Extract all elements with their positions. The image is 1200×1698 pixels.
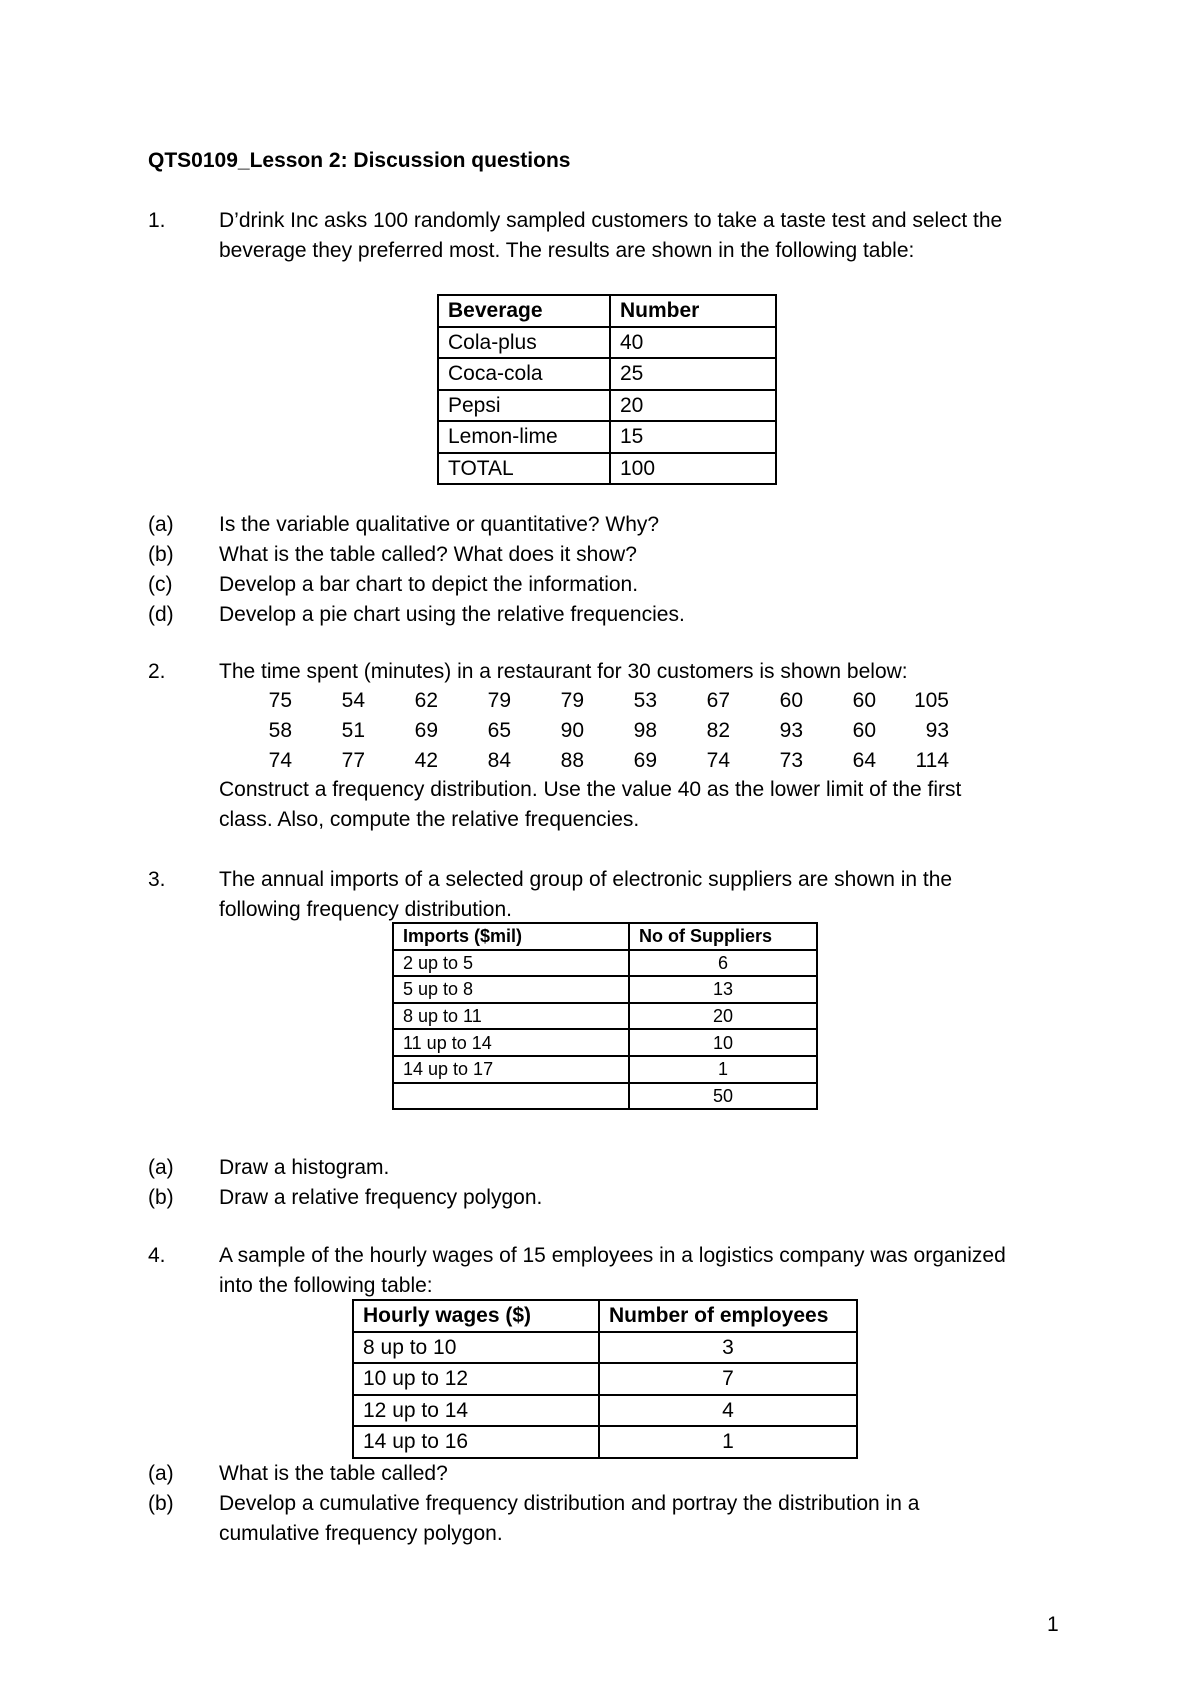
table-row xyxy=(353,1426,857,1458)
q4-sub-b-continuation: cumulative frequency polygon. xyxy=(219,1522,503,1545)
sub-label: (d) xyxy=(148,603,174,626)
data-row xyxy=(219,686,999,716)
data-value: 42 xyxy=(414,749,438,772)
table-cell: 1 xyxy=(599,1426,857,1458)
sub-text: What is the table called? xyxy=(219,1462,448,1485)
table-cell: 10 up to 12 xyxy=(353,1363,599,1395)
sub-label: (a) xyxy=(148,513,174,536)
data-value: 73 xyxy=(779,749,803,772)
table-cell: 2 up to 5 xyxy=(393,950,629,977)
data-value: 60 xyxy=(852,689,876,712)
data-value: 84 xyxy=(487,749,511,772)
table-cell: 15 xyxy=(610,421,776,453)
page-number: 1 xyxy=(1047,1613,1059,1636)
q3-line-1: The annual imports of a selected group of electronic suppliers are shown in the xyxy=(219,868,953,891)
wages-table xyxy=(352,1299,858,1459)
data-value: 62 xyxy=(414,689,438,712)
table-cell: 10 xyxy=(629,1029,817,1056)
table-cell: 14 up to 17 xyxy=(393,1056,629,1083)
sub-text: Draw a histogram. xyxy=(219,1156,390,1179)
table-cell: 11 up to 14 xyxy=(393,1029,629,1056)
table-cell: 8 up to 11 xyxy=(393,1003,629,1030)
table-cell: 12 up to 14 xyxy=(353,1395,599,1427)
table-cell: 5 up to 8 xyxy=(393,976,629,1003)
q1-number: 1. xyxy=(148,209,166,232)
data-value: 64 xyxy=(852,749,876,772)
data-value: 105 xyxy=(913,689,949,712)
q4-sub-b xyxy=(148,1489,1063,1519)
table-cell: 100 xyxy=(610,453,776,485)
data-value: 53 xyxy=(633,689,657,712)
table-row xyxy=(393,976,817,1003)
q1-sub-c xyxy=(148,570,1063,600)
q1-sub-a xyxy=(148,510,1063,540)
data-value: 67 xyxy=(706,689,730,712)
sub-label: (a) xyxy=(148,1462,174,1485)
q3-line-2: following frequency distribution. xyxy=(219,898,512,921)
q2-number: 2. xyxy=(148,660,166,683)
table-cell: 25 xyxy=(610,358,776,390)
table-cell: 8 up to 10 xyxy=(353,1332,599,1364)
table-row xyxy=(353,1363,857,1395)
beverage-table xyxy=(437,294,777,485)
q3-sub-b xyxy=(148,1183,1063,1213)
data-value: 58 xyxy=(268,719,292,742)
table-header-row xyxy=(353,1300,857,1332)
data-value: 74 xyxy=(706,749,730,772)
data-value: 98 xyxy=(633,719,657,742)
table-cell: 13 xyxy=(629,976,817,1003)
table-header: Beverage xyxy=(438,295,610,327)
table-header-row xyxy=(438,295,776,327)
data-value: 65 xyxy=(487,719,511,742)
q2-line-1: The time spent (minutes) in a restaurant for 30 customers is shown below: xyxy=(219,660,908,683)
data-value: 60 xyxy=(852,719,876,742)
table-cell: Pepsi xyxy=(438,390,610,422)
sub-text: Draw a relative frequency polygon. xyxy=(219,1186,543,1209)
data-value: 77 xyxy=(341,749,365,772)
table-cell: 7 xyxy=(599,1363,857,1395)
q4-sub-a xyxy=(148,1459,1063,1489)
data-value: 90 xyxy=(560,719,584,742)
table-row xyxy=(393,1083,817,1110)
q1-line-1: D’drink Inc asks 100 randomly sampled customers to take a taste test and select the xyxy=(219,209,1003,232)
sub-text: Develop a pie chart using the relative frequencies. xyxy=(219,603,685,626)
data-value: 69 xyxy=(633,749,657,772)
table-cell: 20 xyxy=(629,1003,817,1030)
page-title: QTS0109_Lesson 2: Discussion questions xyxy=(148,149,571,172)
table-cell: 20 xyxy=(610,390,776,422)
table-header: Number xyxy=(610,295,776,327)
table-row xyxy=(438,358,776,390)
table-row xyxy=(438,327,776,359)
data-value: 51 xyxy=(341,719,365,742)
table-row xyxy=(438,390,776,422)
table-cell: 1 xyxy=(629,1056,817,1083)
data-value: 93 xyxy=(925,719,949,742)
data-value: 82 xyxy=(706,719,730,742)
table-cell: 50 xyxy=(629,1083,817,1110)
table-cell: Coca-cola xyxy=(438,358,610,390)
table-cell: 14 up to 16 xyxy=(353,1426,599,1458)
table-row xyxy=(438,453,776,485)
sub-label: (b) xyxy=(148,1492,174,1515)
data-value: 114 xyxy=(915,749,949,772)
data-value: 60 xyxy=(779,689,803,712)
data-value: 93 xyxy=(779,719,803,742)
data-value: 74 xyxy=(268,749,292,772)
table-header: Hourly wages ($) xyxy=(353,1300,599,1332)
data-value: 88 xyxy=(560,749,584,772)
data-value: 75 xyxy=(268,689,292,712)
q2-line-2: Construct a frequency distribution. Use the value 40 as the lower limit of the first xyxy=(219,778,962,801)
data-value: 79 xyxy=(487,689,511,712)
table-cell: 4 xyxy=(599,1395,857,1427)
table-row xyxy=(393,1056,817,1083)
table-row xyxy=(353,1395,857,1427)
data-value: 69 xyxy=(414,719,438,742)
table-header: No of Suppliers xyxy=(629,923,817,950)
table-row xyxy=(393,950,817,977)
q1-line-2: beverage they preferred most. The results are shown in the following table: xyxy=(219,239,915,262)
sub-text: What is the table called? What does it show? xyxy=(219,543,637,566)
q2-line-3: class. Also, compute the relative frequencies. xyxy=(219,808,640,831)
q4-line-2: into the following table: xyxy=(219,1274,433,1297)
q1-sub-b xyxy=(148,540,1063,570)
q3-number: 3. xyxy=(148,868,166,891)
time-data-grid xyxy=(219,686,999,776)
table-header: Number of employees xyxy=(599,1300,857,1332)
q4-line-1: A sample of the hourly wages of 15 employees in a logistics company was organized xyxy=(219,1244,1006,1267)
imports-table xyxy=(392,922,818,1110)
table-cell xyxy=(393,1083,629,1110)
sub-label: (a) xyxy=(148,1156,174,1179)
q3-sub-a xyxy=(148,1153,1063,1183)
sub-text: Develop a bar chart to depict the information. xyxy=(219,573,639,596)
table-header-row xyxy=(393,923,817,950)
q1-sub-d xyxy=(148,600,1063,630)
table-cell: 3 xyxy=(599,1332,857,1364)
q4-number: 4. xyxy=(148,1244,166,1267)
table-cell: 40 xyxy=(610,327,776,359)
table-cell: Lemon-lime xyxy=(438,421,610,453)
sub-label: (c) xyxy=(148,573,173,596)
table-cell: Cola-plus xyxy=(438,327,610,359)
table-cell: 6 xyxy=(629,950,817,977)
table-row xyxy=(438,421,776,453)
data-value: 79 xyxy=(560,689,584,712)
table-cell: TOTAL xyxy=(438,453,610,485)
table-row xyxy=(353,1332,857,1364)
data-value: 54 xyxy=(341,689,365,712)
sub-label: (b) xyxy=(148,1186,174,1209)
data-row xyxy=(219,716,999,746)
table-row xyxy=(393,1029,817,1056)
sub-text: Is the variable qualitative or quantitative? Why? xyxy=(219,513,660,536)
sub-text: Develop a cumulative frequency distribution and portray the distribution in a xyxy=(219,1492,920,1515)
sub-label: (b) xyxy=(148,543,174,566)
table-row xyxy=(393,1003,817,1030)
table-header: Imports ($mil) xyxy=(393,923,629,950)
data-row xyxy=(219,746,999,776)
